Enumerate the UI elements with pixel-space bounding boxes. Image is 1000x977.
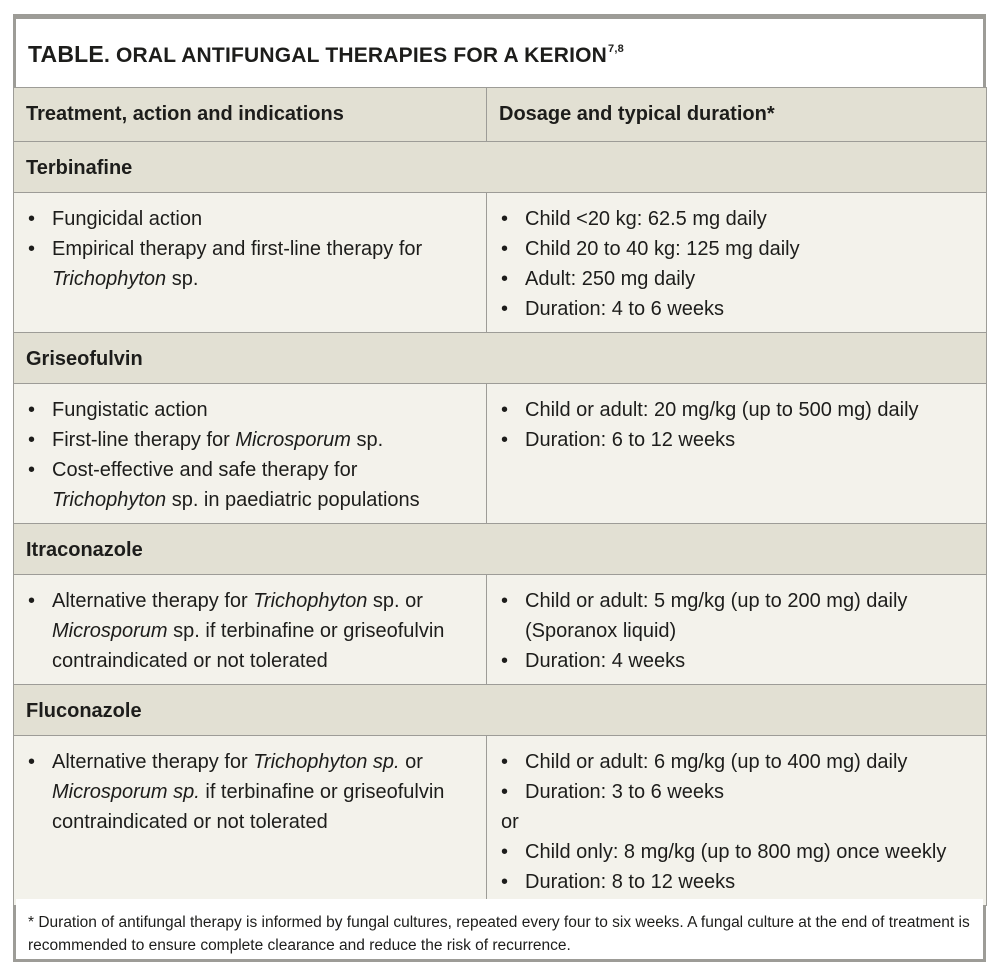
dosage-list xyxy=(501,204,976,324)
text: Alternative therapy for xyxy=(52,751,254,773)
list-item xyxy=(28,204,476,234)
list-item xyxy=(501,204,976,234)
table-body xyxy=(14,142,987,906)
indications-list xyxy=(28,747,476,837)
text: if terbinafine or griseofulvin contraindicated or not tolerated xyxy=(52,781,445,833)
text: or xyxy=(399,751,423,773)
text: Child or adult: 20 mg/kg (up to 500 mg) daily xyxy=(525,399,919,421)
indications-cell xyxy=(14,193,487,333)
italic-text: Trichophyton xyxy=(253,590,368,612)
text: Alternative therapy for xyxy=(52,590,254,612)
text: Child 20 to 40 kg: 125 mg daily xyxy=(525,238,800,260)
indications-cell xyxy=(14,384,487,524)
table-frame xyxy=(13,14,986,962)
italic-text: Microsporum xyxy=(235,429,351,451)
list-item xyxy=(501,867,976,897)
section-row xyxy=(14,333,987,384)
list-item xyxy=(501,294,976,324)
dosage-list xyxy=(501,747,976,807)
title-citation: 7,8 xyxy=(608,43,624,55)
footnote: * Duration of antifungal therapy is informed by fungal cultures, repeated every four to six weeks. A fungal culture at the end of treatment is recommended to ensure complete clearance and reduce the risk of recurrence. xyxy=(16,899,983,957)
italic-text: Trichophyton sp. xyxy=(253,751,400,773)
text: First-line therapy for xyxy=(52,429,236,451)
text: sp. if terbinafine or griseofulvin contraindicated or not tolerated xyxy=(52,620,445,672)
title-text: . ORAL ANTIFUNGAL THERAPIES FOR A KERION xyxy=(103,44,608,67)
header-dosage: Dosage and typical duration* xyxy=(487,88,987,142)
section-name: Itraconazole xyxy=(14,524,987,575)
section-name: Griseofulvin xyxy=(14,333,987,384)
text: Duration: 4 weeks xyxy=(525,650,686,672)
italic-text: Microsporum sp. xyxy=(52,781,200,803)
text: Child <20 kg: 62.5 mg daily xyxy=(525,208,767,230)
dosage-cell xyxy=(487,384,987,524)
text: Child or adult: 5 mg/kg (up to 200 mg) daily (Sporanox liquid) xyxy=(525,590,908,642)
text: sp. or xyxy=(367,590,423,612)
text: Child or adult: 6 mg/kg (up to 400 mg) daily xyxy=(525,751,908,773)
table-row xyxy=(14,736,987,906)
dosage-alt-list xyxy=(501,837,976,897)
italic-text: Trichophyton xyxy=(52,268,167,290)
list-item xyxy=(501,264,976,294)
indications-list xyxy=(28,204,476,294)
list-item xyxy=(501,777,976,807)
section-name: Terbinafine xyxy=(14,142,987,193)
list-item xyxy=(28,455,476,515)
section-row xyxy=(14,524,987,575)
text: sp. xyxy=(166,268,199,290)
list-item xyxy=(501,646,976,676)
table-row xyxy=(14,575,987,685)
text: Duration: 4 to 6 weeks xyxy=(525,298,724,320)
dosage-or: or xyxy=(501,811,519,833)
list-item xyxy=(501,395,976,425)
header-row xyxy=(14,88,987,142)
text: sp. xyxy=(350,429,384,451)
list-item xyxy=(501,837,976,867)
text: Cost-effective and safe therapy for xyxy=(52,459,358,481)
table-row xyxy=(14,384,987,524)
antifungal-table xyxy=(13,87,987,906)
list-item xyxy=(28,234,476,294)
list-item xyxy=(28,395,476,425)
italic-text: Trichophyton xyxy=(52,489,167,511)
text: Fungistatic action xyxy=(52,399,208,421)
text: Duration: 3 to 6 weeks xyxy=(525,781,724,803)
dosage-cell xyxy=(487,575,987,685)
dosage-list xyxy=(501,586,976,676)
table-title xyxy=(16,19,983,87)
text: Fungicidal action xyxy=(52,208,203,230)
dosage-list xyxy=(501,395,976,455)
list-item xyxy=(28,586,476,676)
section-name: Fluconazole xyxy=(14,685,987,736)
text: Adult: 250 mg daily xyxy=(525,268,696,290)
section-row xyxy=(14,685,987,736)
text: sp. in paediatric populations xyxy=(166,489,420,511)
text: Duration: 6 to 12 weeks xyxy=(525,429,736,451)
list-item xyxy=(501,234,976,264)
indications-cell xyxy=(14,575,487,685)
dosage-cell xyxy=(487,193,987,333)
text: Duration: 8 to 12 weeks xyxy=(525,871,736,893)
list-item xyxy=(501,747,976,777)
indications-list xyxy=(28,395,476,515)
list-item xyxy=(28,747,476,837)
list-item xyxy=(501,586,976,646)
list-item xyxy=(28,425,476,455)
italic-text: Microsporum xyxy=(52,620,168,642)
text: Child only: 8 mg/kg (up to 800 mg) once weekly xyxy=(525,841,947,863)
title-lead: TABLE xyxy=(28,41,104,67)
dosage-cell xyxy=(487,736,987,906)
indications-list xyxy=(28,586,476,676)
list-item xyxy=(501,425,976,455)
header-treatment: Treatment, action and indications xyxy=(14,88,487,142)
section-row xyxy=(14,142,987,193)
indications-cell xyxy=(14,736,487,906)
text: Empirical therapy and first-line therapy for xyxy=(52,238,423,260)
table-row xyxy=(14,193,987,333)
